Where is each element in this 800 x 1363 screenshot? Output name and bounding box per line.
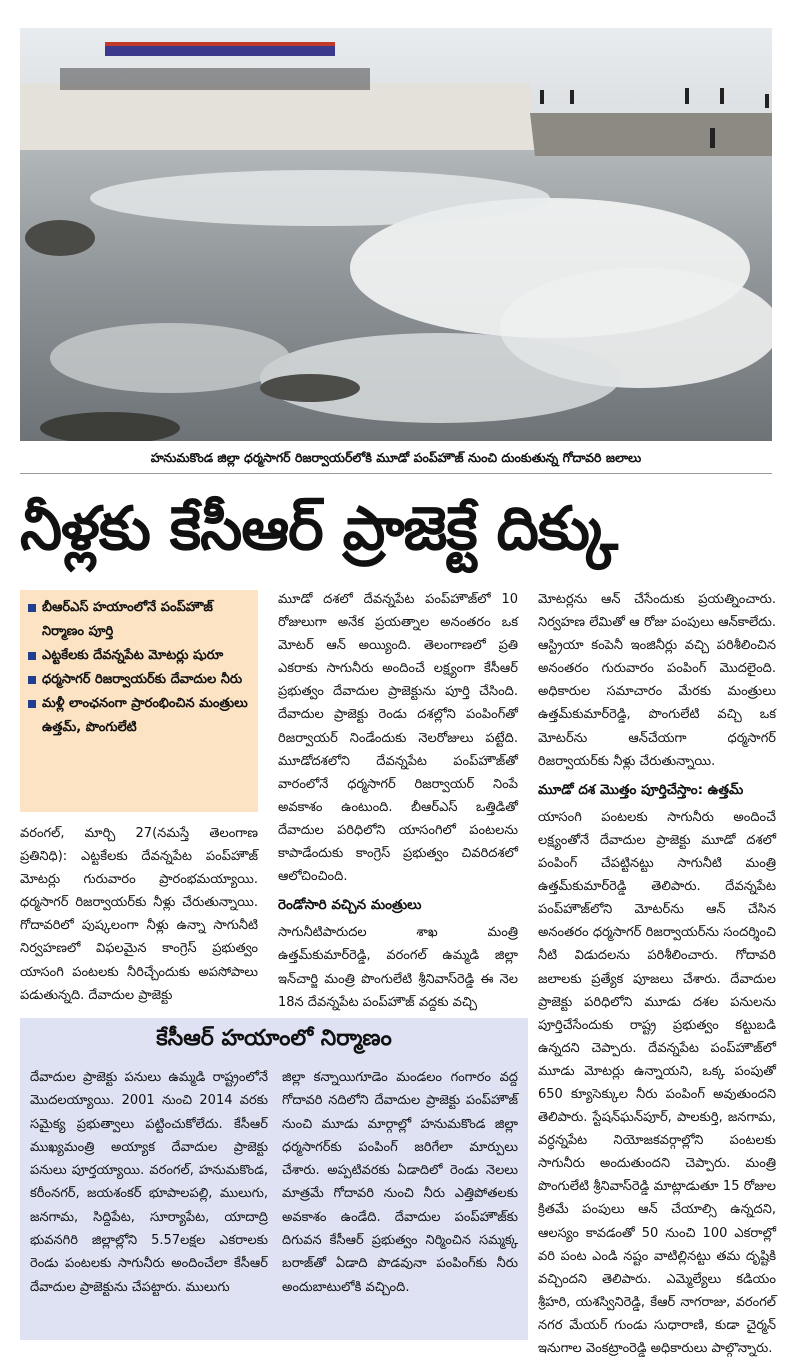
news-photo xyxy=(20,28,772,441)
box-column-left: దేవాదుల ప్రాజెక్టు పనులు ఉమ్మడి రాష్ట్రంలోనే మొదలయ్యాయి. 2001 నుంచి 2014 వరకు సమైక్య ప్రభుత్వాలు పట్టించుకోలేదు. కేసీఆర్ ముఖ్యమంత్రి అయ్యాక దేవాదుల ప్రాజెక్టు పనులు పూర్తయ్యాయి. వరంగల్, హనుమకొండ, కరీంనగర్, జయశంకర్ భూపాలపల్లి, ములుగు, జనగామ, సిద్దిపేట, సూర్యాపేట, యాదాద్రి భువనగిరి జిల్లాల్లోని 5.57లక్షల ఎకరాలకు రెండు పంటలకు సాగునీరు అందించేలా కేసీఆర్ దేవాదుల ప్రాజెక్టును చేపట్టారు. ములుగు xyxy=(30,1070,268,1295)
article-paragraph: యాసంగి పంటలకు సాగునీరు అందించే లక్ష్యంతోనే దేవాదుల ప్రాజెక్టు మూడో దశలో పంపింగ్ చేపట్టినట్టు సాగునీటి మంత్రి ఉత్తమ్‌కుమార్‌రెడ్డి తెలిపారు. దేవన్నపేట పంప్‌హౌజ్‌లోని మోటర్‌ను ఆన్ చేసిన అనంతరం ధర్మసాగర్ రిజర్వాయర్‌ను సందర్శించి నీటి విడుదలను పరిశీలించారు. గోదావరి జలాలకు ప్రత్యేక పూజలు చేశారు. దేవాదుల ప్రాజెక్టు పరిధిలోని మూడు దశల పనులను పూర్తిచేసేందుకు రాష్ట్ర ప్రభుత్వం కట్టుబడి ఉన్నదని చెప్పారు. దేవన్నపేట పంప్‌హౌజ్‌లో మూడు మోటర్లు ఉన్నాయని, ఒక్క పంపుతో 650 క్యూసెక్కుల నీరు పంపింగ్ అవుతుందని తెలిపారు. స్టేషన్‌ఘన్‌పూర్, పాలకుర్తి, జనగామ, వర్ధన్నపేట నియోజకవర్గాల్లోని పంటలకు సాగునీరు అందుతుందని చెప్పారు. మంత్రి పొంగులేటి శ్రీనివాస్‌రెడ్డి మాట్లాడుతూ 15 రోజుల క్రితమే పంపులు ఆన్ చేయాల్సి ఉన్నదని, ఆలస్యం కావడంతో 50 నుంచి 100 ఎకరాల్లో వరి పంట ఎండి నష్టం వాటిల్లినట్టు తమ దృష్టికి వచ్చిందని తెలిపారు. ఎమ్మెల్యేలు కడియం శ్రీహరి, యశస్వినిరెడ్డి, కేఆర్ నాగరాజు, వరంగల్ నగర మేయర్ గుండు సుధారాణి, కుడా చైర్మన్ ఇనుగాల వెంకట్రాంరెడ్డి అధికారులు పాల్గొన్నారు. xyxy=(538,809,776,1356)
article-paragraph: మోటర్లను ఆన్ చేసేందుకు ప్రయత్నించారు. నిర్వహణ లేమితో ఆ రోజు పంపులు ఆన్‌కాలేదు. ఆస్ట్రియా కంపెనీ ఇంజినీర్లు వచ్చి పరిశీలించిన అనంతరం గురువారం పంపింగ్ మొదలైంది. అధికారుల సమాచారం మేరకు మంత్రులు ఉత్తమ్‌కుమార్‌రెడ్డి, పొంగులేటి వచ్చి ఒక మోటర్‌ను ఆన్‌చేయగా ధర్మసాగర్ రిజర్వాయర్‌కు నీళ్లు చేరుతున్నాయి. xyxy=(538,592,776,769)
article-paragraph: మూడో దశలో దేవన్నపేట పంప్‌హౌజ్‌లో 10 రోజులుగా అనేక ప్రయత్నాల అనంతరం ఒక మోటర్ ఆన్ అయ్యింది. తెలంగాణలో ప్రతి ఎకరాకు సాగునీరు అందించే లక్ష్యంగా కేసీఆర్ ప్రభుత్వం దేవాదుల ప్రాజెక్టును పూర్తి చేసింది. దేవాదుల ప్రాజెక్టు రెండు దశల్లోని పంపింగ్‌తో రిజర్వాయర్ నిండేందుకు నెలరోజులు పట్టేది. మూడోదశలోని దేవన్నపేట పంప్‌హౌజ్‌తో వారంలోనే ధర్మసాగర్ రిజర్వాయర్ నింపే అవకాశం ఉంటుంది. బీఆర్ఎస్ ఒత్తిడితో దేవాదుల పరిధిలోని యాసంగిలో పంటలను కాపాడేందుకు కాంగ్రెస్ ప్రభుత్వం చివరిదశలో ఆలోచించింది. xyxy=(278,592,518,885)
bullet-icon xyxy=(28,676,36,684)
bullet-icon xyxy=(28,652,36,660)
highlight-item: ధర్మసాగర్ రిజర్వాయర్‌కు దేవాదుల నీరు xyxy=(28,668,250,692)
subheading: రెండోసారి వచ్చిన మంత్రులు xyxy=(278,897,422,914)
article-paragraph: వరంగల్, మార్చి 27(నమస్తే తెలంగాణ ప్రతినిధి): ఎట్టకేలకు దేవన్నపేట పంప్‌హౌజ్ మోటర్లు గురువారం ప్రారంభమయ్యాయి. ధర్మసాగర్ రిజర్వాయర్‌కు నీళ్లు చేరుతున్నాయి. గోదావరిలో పుష్కలంగా నీళ్లు ఉన్నా సాగునీటి నిర్వహణలో విఫలమైన కాంగ్రెస్ ప్రభుత్వం యాసంగి పంటలకు నీరిచ్చేందుకు అపసోపాలు పడుతున్నది. దేవాదుల ప్రాజెక్టు xyxy=(20,826,258,1003)
bullet-icon xyxy=(28,700,36,708)
box-title: కేసీఆర్ హయాంలో నిర్మాణం xyxy=(156,1026,392,1051)
subheading: మూడో దశ మొత్తం పూర్తిచేస్తాం: ఉత్తమ్ xyxy=(538,781,744,798)
bullet-icon xyxy=(28,604,36,612)
reservoir-water-image xyxy=(20,28,772,441)
sidebar-box xyxy=(20,1018,528,1340)
headline: నీళ్లకు కేసీఆర్ ప్రాజెక్టే దిక్కు xyxy=(20,494,618,564)
highlight-item: బీఆర్ఎస్ హయాంలోనే పంప్‌హౌజ్ నిర్మాణం పూర్తి xyxy=(28,596,250,644)
highlights-box xyxy=(20,590,258,812)
photo-caption: హనుమకొండ జిల్లా ధర్మసాగర్ రిజర్వాయర్‌లోకి మూడో పంప్‌హౌజ్ నుంచి దుంకుతున్న గోదావరి జలాలు xyxy=(20,443,772,474)
highlight-item: మళ్లీ లాంఛనంగా ప్రారంభించిన మంత్రులు ఉత్తమ్, పొంగులేటి xyxy=(28,692,250,740)
box-column-right: జిల్లా కన్నాయిగూడెం మండలం గంగారం వద్ద గోదావరి నదిలోని దేవాదుల ప్రాజెక్టు పంప్‌హౌజ్ నుంచి మూడు మార్గాల్లో హనుమకొండ జిల్లా ధర్మసాగర్‌కు పంపింగ్ జరిగేలా మార్పులు చేశారు. అప్పటివరకు ఏడాదిలో రెండు నెలలు మాత్రమే గోదావరి నుంచి నీరు ఎత్తిపోతలకు అవకాశం ఉండేది. దేవాదుల పంప్‌హౌజ్‌కు దిగువన కేసీఆర్ ప్రభుత్వం నిర్మించిన సమ్మక్క బరాజ్‌తో ఏడాది పొడవునా పంపింగ్‌కు నీరు అందుబాటులోకి వచ్చింది. xyxy=(282,1070,518,1295)
article-paragraph: సాగునీటిపారుదల శాఖ మంత్రి ఉత్తమ్‌కుమార్‌రెడ్డి, వరంగల్ ఉమ్మడి జిల్లా ఇన్‌చార్జి మంత్రి పొంగులేటి శ్రీనివాస్‌రెడ్డి ఈ నెల 18న దేవన్నపేట పంప్‌హౌజ్ వద్దకు వచ్చి xyxy=(278,925,518,1010)
highlight-item: ఎట్టకేలకు దేవన్నపేట మోటర్లు షురూ xyxy=(28,644,250,668)
column-1 xyxy=(20,822,258,1007)
column-3 xyxy=(538,588,776,1360)
column-2 xyxy=(278,588,518,1014)
